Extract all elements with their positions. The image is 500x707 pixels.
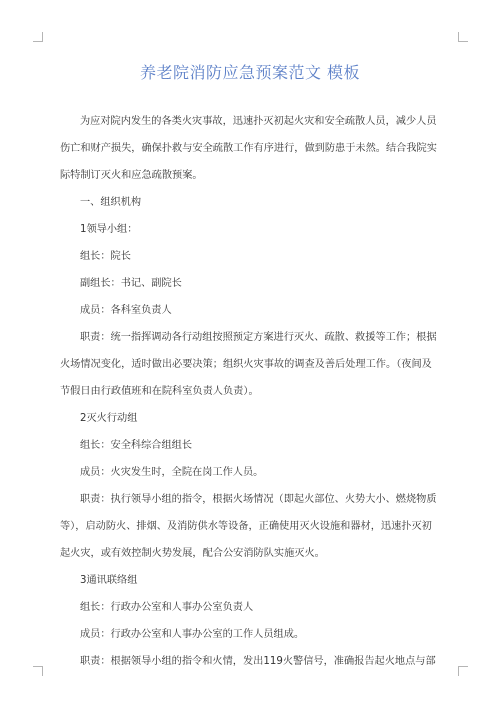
members-line: 成员：各科室负责人	[80, 305, 172, 316]
crop-mark-bottom-right	[458, 666, 468, 676]
crop-mark-top-left	[33, 32, 43, 42]
intro-line-1: 为应对院内发生的各类火灾事故，迅速扑灭初起火灾和安全疏散人员，减少人员	[80, 116, 437, 127]
section-heading: 一、组织机构	[80, 197, 142, 208]
deputy-leader-line: 副组长：书记、副院长	[80, 278, 182, 289]
duty-line-1: 职责：统一指挥调动各行动组按照预定方案进行灭火、疏散、救援等工作；根据	[80, 332, 437, 343]
duty-line-3: 节假日由行政值班和在院科室负责人负责）。	[60, 386, 259, 397]
document-title: 养老院消防应急预案范文 模板	[139, 63, 361, 82]
members-line-3: 成员：行政办公室和人事办公室的工作人员组成。	[80, 629, 305, 640]
duty3-line-1: 职责：根据领导小组的指令和火情，发出119火警信号，准确报告起火地点与部	[80, 656, 436, 667]
leader-line-2: 组长：安全科综合组组长	[80, 440, 193, 451]
intro-line-3: 际特制订灭火和应急疏散预案。	[60, 170, 203, 181]
subsection-heading-2: 2灭火行动组	[80, 413, 138, 424]
leader-line: 组长：院长	[80, 251, 131, 262]
document-body	[60, 108, 442, 675]
duty2-line-1: 职责：执行领导小组的指令，根据火场情况（即起火部位、火势大小、燃烧物质	[80, 494, 437, 505]
leader-line-3: 组长：行政办公室和人事办公室负责人	[80, 602, 254, 613]
members-line-2: 成员：火灾发生时，全院在岗工作人员。	[80, 467, 264, 478]
subsection-heading-1: 1领导小组：	[80, 224, 138, 235]
intro-line-2: 伤亡和财产损失，确保扑救与安全疏散工作有序进行，做到防患于未然。结合我院实	[60, 143, 437, 154]
duty2-line-2: 等），启动防火、排烟、及消防供水等设备，正确使用灭火设施和器材，迅速扑灭初	[60, 521, 432, 532]
duty-line-2: 火场情况变化，适时做出必要决策；组织火灾事故的调查及善后处理工作。（夜间及	[60, 359, 432, 370]
duty2-line-3: 起火灾，或有效控制火势发展，配合公安消防队实施灭火。	[60, 548, 325, 559]
crop-mark-bottom-left	[33, 666, 43, 676]
subsection-heading-3: 3通讯联络组	[80, 575, 138, 586]
crop-mark-top-right	[458, 32, 468, 42]
